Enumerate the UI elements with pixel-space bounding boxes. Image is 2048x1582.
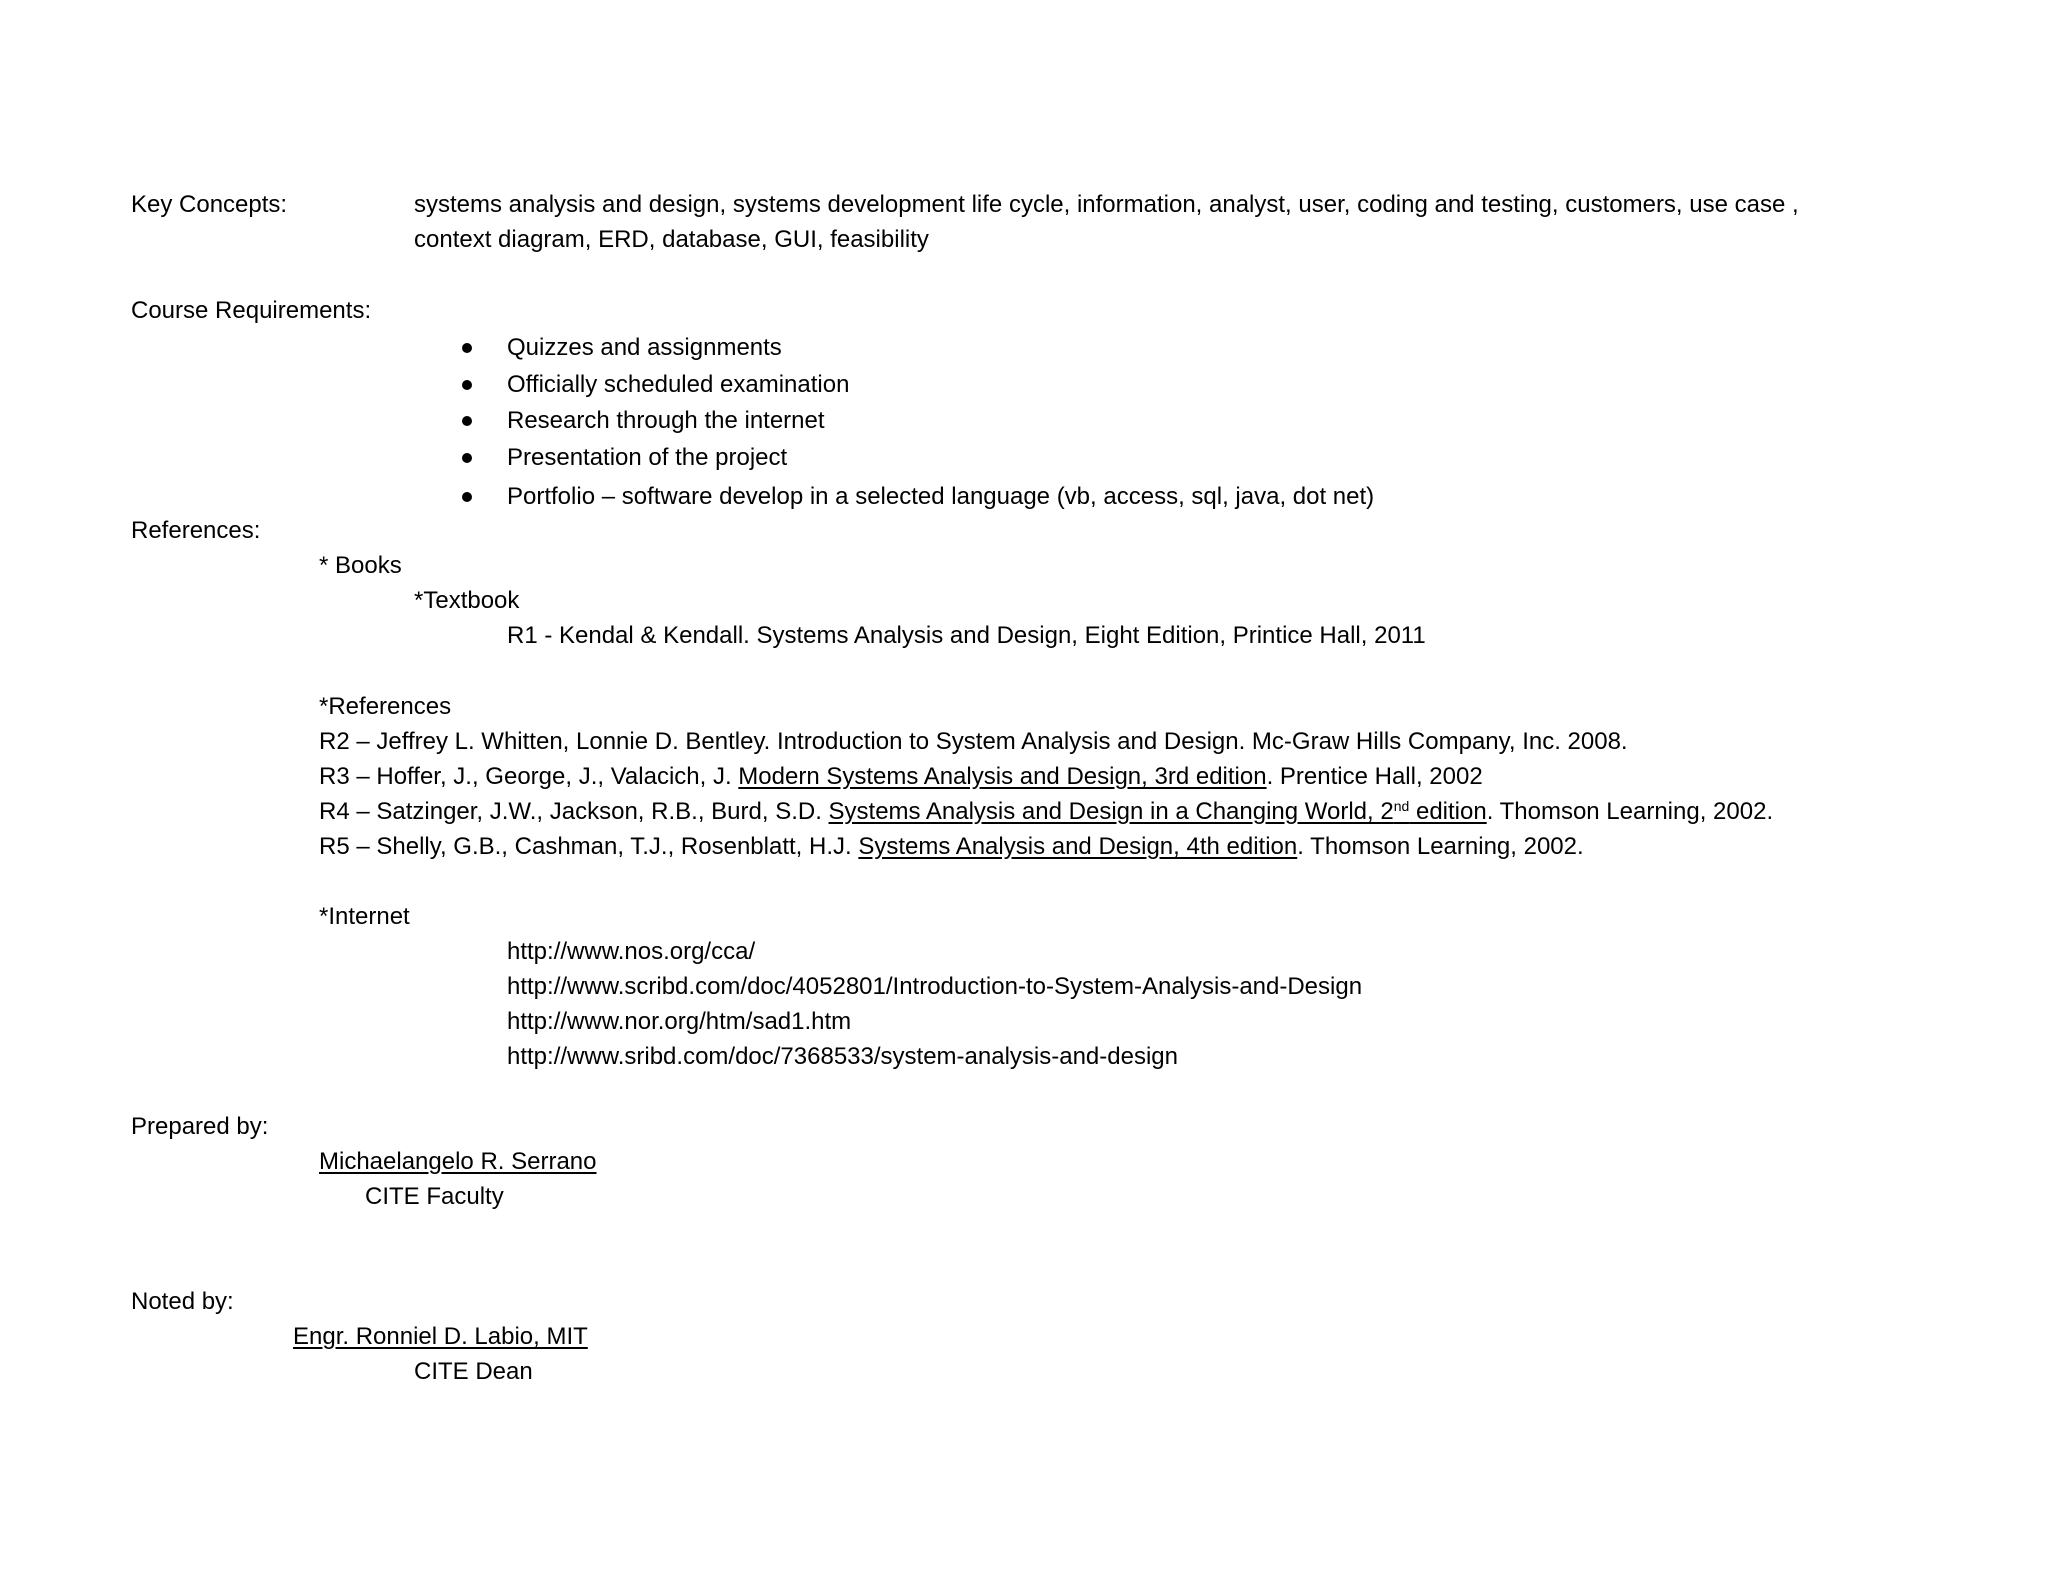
requirement-item: Officially scheduled examination bbox=[507, 371, 850, 398]
key-concepts-label: Key Concepts: bbox=[131, 191, 288, 218]
internet-url: http://www.sribd.com/doc/7368533/system-analysis-and-design bbox=[507, 1043, 1178, 1070]
internet-url: http://www.nos.org/cca/ bbox=[507, 938, 756, 965]
requirement-item: Portfolio – software develop in a selected language (vb, access, sql, java, dot net) bbox=[507, 483, 1375, 510]
requirement-item: Presentation of the project bbox=[507, 444, 788, 471]
reference-r5-title: Systems Analysis and Design, 4th edition bbox=[858, 833, 1298, 860]
requirement-item: Research through the internet bbox=[507, 407, 825, 434]
references-heading: *References bbox=[319, 693, 452, 720]
reference-r3-title: Modern Systems Analysis and Design, 3rd edition bbox=[738, 763, 1267, 790]
preparer-name: Michaelangelo R. Serrano bbox=[319, 1148, 597, 1175]
references-label: References: bbox=[131, 517, 261, 544]
bullet-icon bbox=[462, 380, 472, 390]
reference-r3-authors: R3 – Hoffer, J., George, J., Valacich, J. bbox=[319, 763, 739, 790]
requirement-item: Quizzes and assignments bbox=[507, 334, 782, 361]
course-requirements-label: Course Requirements: bbox=[131, 297, 372, 324]
bullet-icon bbox=[462, 453, 472, 463]
reference-r5 bbox=[319, 832, 1584, 862]
internet-url: http://www.nor.org/htm/sad1.htm bbox=[507, 1008, 852, 1035]
key-concepts-line-2: context diagram, ERD, database, GUI, feasibility bbox=[414, 226, 929, 253]
reference-r4-title: Systems Analysis and Design in a Changing World, 2nd edition bbox=[828, 798, 1487, 825]
reference-r3 bbox=[319, 762, 1483, 792]
reference-r1: R1 - Kendal & Kendall. Systems Analysis and Design, Eight Edition, Printice Hall, 2011 bbox=[507, 622, 1426, 649]
reference-r4 bbox=[319, 797, 1773, 827]
reference-r3-publisher: . Prentice Hall, 2002 bbox=[1266, 763, 1483, 790]
books-heading: * Books bbox=[319, 552, 402, 579]
reference-r4-authors: R4 – Satzinger, J.W., Jackson, R.B., Burd, S.D. bbox=[319, 798, 829, 825]
internet-url: http://www.scribd.com/doc/4052801/Introduction-to-System-Analysis-and-Design bbox=[507, 973, 1363, 1000]
textbook-heading: *Textbook bbox=[414, 587, 520, 614]
noter-name: Engr. Ronniel D. Labio, MIT bbox=[293, 1323, 588, 1350]
reference-r2: R2 – Jeffrey L. Whitten, Lonnie D. Bentley. Introduction to System Analysis and Design. Mc-Graw Hills Company, Inc. 2008. bbox=[319, 728, 1628, 755]
reference-r5-publisher: . Thomson Learning, 2002. bbox=[1297, 833, 1584, 860]
reference-r5-authors: R5 – Shelly, G.B., Cashman, T.J., Rosenblatt, H.J. bbox=[319, 833, 859, 860]
bullet-icon bbox=[462, 492, 472, 502]
reference-r4-publisher: . Thomson Learning, 2002. bbox=[1486, 798, 1774, 825]
bullet-icon bbox=[462, 416, 472, 426]
noter-title: CITE Dean bbox=[414, 1358, 533, 1385]
internet-heading: *Internet bbox=[319, 903, 410, 930]
prepared-by-label: Prepared by: bbox=[131, 1113, 269, 1140]
noted-by-label: Noted by: bbox=[131, 1288, 234, 1315]
key-concepts-line-1: systems analysis and design, systems development life cycle, information, analyst, user, coding and testing, customers, use case , bbox=[414, 191, 1799, 218]
ordinal-superscript: nd bbox=[1393, 798, 1410, 814]
preparer-title: CITE Faculty bbox=[365, 1183, 504, 1210]
bullet-icon bbox=[462, 343, 472, 353]
